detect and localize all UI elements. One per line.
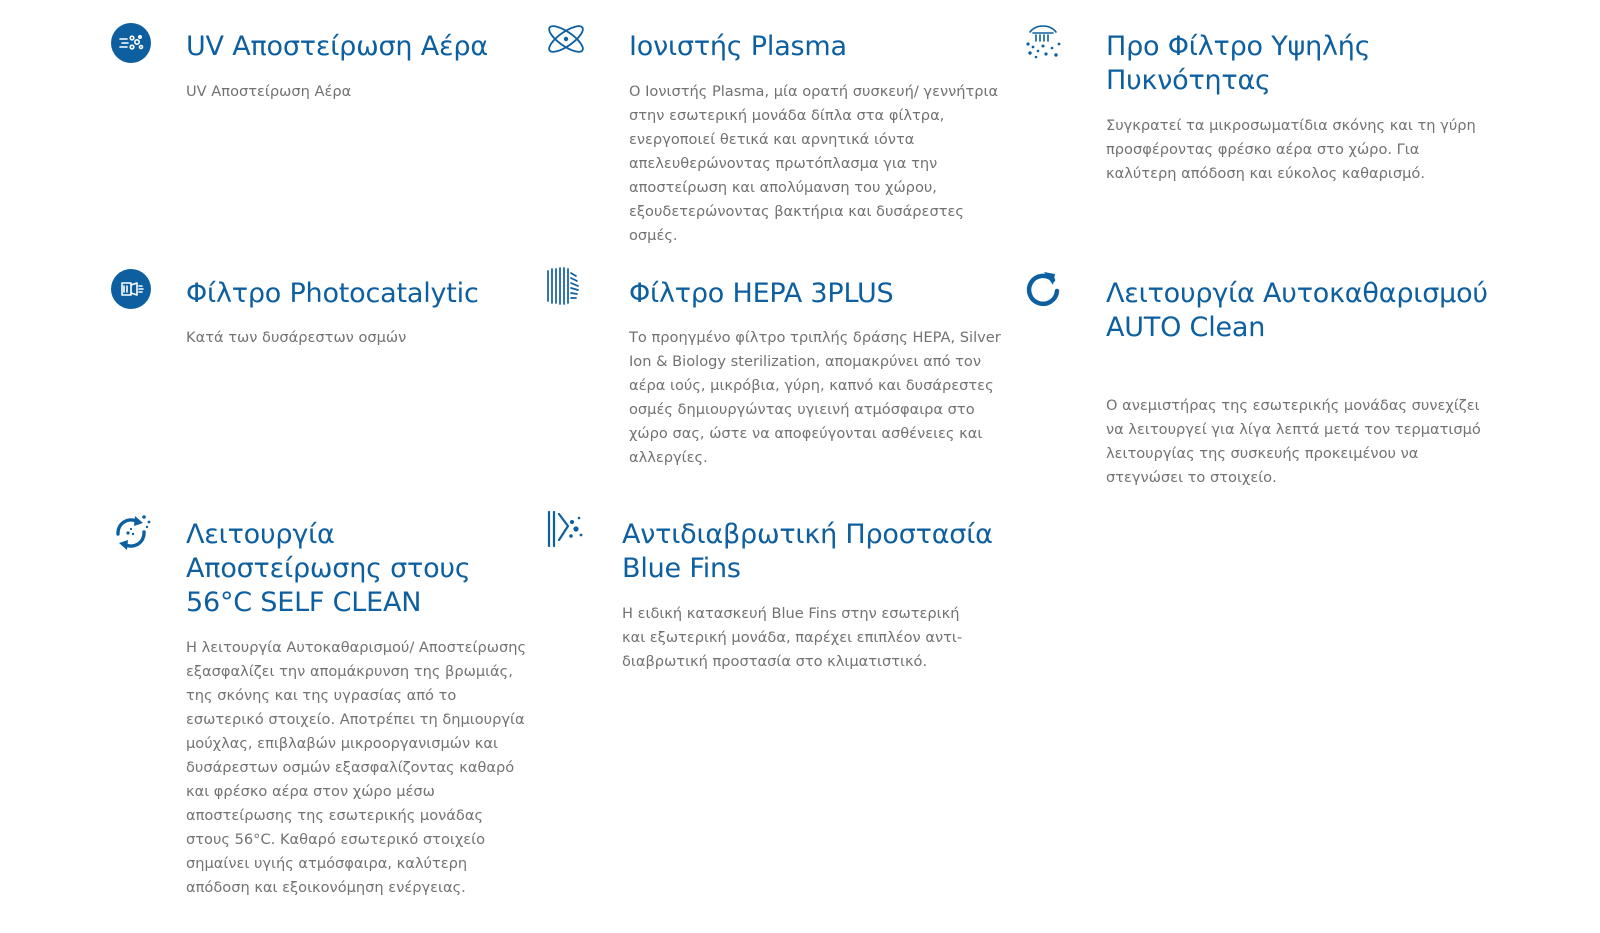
feature-title: Λειτουργία Αποστείρωσης στους 56°C SELF CLEAN xyxy=(186,519,471,618)
feature-description: Ο ανεμιστήρας της εσωτερικής μονάδας συνεχίζει να λειτουργεί για λίγα λεπτά μετά τον τερματισμό λειτουργίας της συσκευής προκειμένου να στεγνώσει το στοιχείο. xyxy=(1106,397,1481,486)
feature-title: Λειτουργία Αυτοκαθαρισμού AUTO Clean xyxy=(1106,278,1488,343)
self-clean-icon xyxy=(110,512,152,554)
feature-title: Ιονιστής Plasma xyxy=(629,31,847,62)
feature-title: Προ Φίλτρο Υψηλής Πυκνότητας xyxy=(1106,31,1371,96)
feature-description: UV Αποστείρωση Αέρα xyxy=(186,83,352,100)
feature-description: Ο Ιονιστής Plasma, μία ορατή συσκευή/ γεννήτρια στην εσωτερική μονάδα δίπλα στα φίλτρα, ενεργοποιεί θετικά και αρνητικά ιόντα απελευθερώνοντας πρωτόπλασμα για την αποστείρωση και απολύμανση του χώρου, εξουδετερώνοντας βακτήρια και δυσάρεστες οσμές. xyxy=(629,83,999,244)
feature-description: Συγκρατεί τα μικροσωματίδια σκόνης και τη γύρη προσφέροντας φρέσκο αέρα στο χώρο. Για καλύτερη απόδοση και εύκολος καθαρισμό. xyxy=(1106,117,1476,182)
feature-description: Το προηγμένο φίλτρο τριπλής δράσης HEPA, Silver Ion & Biology sterilization, απομακρύνει από τον αέρα ιούς, μικρόβια, γύρη, καπνό και δυσάρεστες οσμές δημιουργώντας υγιεινή ατμόσφαιρα στο χώρο σας, ώστε να αποφεύγονται ασθένειες και αλλεργίες. xyxy=(629,329,1001,466)
feature-title: Φίλτρο Photocatalytic xyxy=(186,278,479,309)
photocatalytic-filter-icon xyxy=(110,268,152,310)
feature-title: Αντιδιαβρωτική Προστασία Blue Fins xyxy=(622,519,993,584)
hepa-filter-icon xyxy=(545,265,587,307)
auto-clean-icon xyxy=(1022,268,1064,310)
blue-fins-icon xyxy=(545,508,587,550)
uv-sterilization-icon xyxy=(110,22,152,64)
feature-title: Φίλτρο HEPA 3PLUS xyxy=(629,278,894,309)
feature-description: Η λειτουργία Αυτοκαθαρισμού/ Αποστείρωσης εξασφαλίζει την απομάκρυνση της βρωμιάς, της σκόνης και της υγρασίας από το εσωτερικό στοιχείο. Αποτρέπει τη δημιουργία μούχλας, επιβλαβών μικροοργανισμών και δυσάρεστων οσμών εξασφαλίζοντας καθαρό και φρέσκο αέρα στον χώρο μέσω αποστείρωσης της εσωτερικής μονάδας στους 56°C. Καθαρό εσωτερικό στοιχείο σημαίνει υγιής ατμόσφαιρα, καλύτερη απόδοση και εξοικονόμηση ενέργειας. xyxy=(186,639,527,896)
plasma-ionizer-icon xyxy=(545,18,587,60)
pre-filter-icon xyxy=(1022,20,1064,62)
feature-title: UV Αποστείρωση Αέρα xyxy=(186,31,488,62)
feature-description: Η ειδική κατασκευή Blue Fins στην εσωτερική και εξωτερική μονάδα, παρέχει επιπλέον αντι-διαβρωτική προστασία στο κλιματιστικό. xyxy=(622,605,963,670)
feature-description: Κατά των δυσάρεστων οσμών xyxy=(186,329,407,346)
